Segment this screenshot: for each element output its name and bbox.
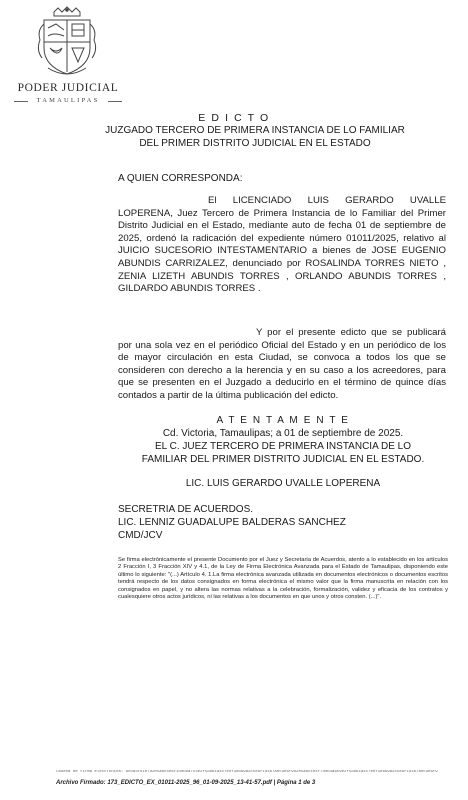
judge-name: LIC. LUIS GERARDO UVALLE LOPERENA	[185, 478, 381, 489]
secretary-name: LIC. LENNIZ GUADALUPE BALDERAS SANCHEZ	[118, 517, 346, 528]
atentamente: A T E N T A M E N T E	[216, 415, 350, 426]
paragraph-radicacion: El LICENCIADO LUIS GERARDO UVALLE LOPERENA, Juez Tercero de Primera Instancia de lo Familiar del Primer Distrito Judicial en el Estado, mediante auto de fecha 01 de septiembre de 2025, ordenó la radicación del expediente número 01011/2025, relativo al JUICIO SUCESORIO INTESTAMENTARIO a bienes de JOSE EUGENIO ABUNDIS CARRIZALEZ, denunciado por ROSALINDA TORRES NIETO , ZENIA LIZETH ABUNDIS TORRES , ORLANDO ABUNDIS TORRES , GILDARDO ABUNDIS TORRES .	[118, 195, 446, 295]
brand-name: PODER JUDICIAL	[17, 82, 119, 94]
secretary-title: SECRETRIA DE ACUERDOS.	[118, 504, 254, 515]
judge-title-line2: FAMILIAR DEL PRIMER DISTRITO JUDICIAL EN EL ESTADO.	[141, 454, 425, 465]
electronic-signature-note: Se firma electrónicamente el presente Documento por el Juez y Secretaria de Acuerdos, atento a lo establecido en los artículos 2 Fracción I, 3 Fracción XIV y 4.1, de la Ley de Firma Electrónica Avanzada para el Estado de Tamaulipas, disponiendo este último lo siguiente: "(...) Artículo 4. 1.La firma electrónica avanzada utilizada en documentos electrónicos o documentos escritos tendrá respecto de los datos consignados en forma electrónica el mismo valor que la firma manuscrita en relación con los consignados en papel, y no altera las normas relativas a la celebración, formalización, validez y eficacia de los contratos y cualesquiere otros actos jurídicos, ni las relativas a los documentos en que unos y otros consten. (...)".	[118, 557, 448, 601]
judge-title-line1: EL C. JUEZ TERCERO DE PRIMERA INSTANCIA DE LO	[155, 441, 411, 452]
brand-divider-right	[108, 101, 122, 102]
court-heading-line2: DEL PRIMER DISTRITO JUDICIAL EN EL ESTADO	[139, 138, 371, 149]
place-date: Cd. Victoria, Tamaulipas; a 01 de septiembre de 2025.	[162, 428, 404, 439]
court-heading-line1: JUZGADO TERCERO DE PRIMERA INSTANCIA DE LO FAMILIAR	[105, 125, 405, 136]
signature-chain: Cadena de firma electrónica: 8c0a3f91e7d2b5a6c4e8f1d0b9a7c3e2f5d8b1a4c7e0f3d6b9a2c5e8f1d4b7a0c3e6f9d2b5a8c1e4f7d0b3a6c9e2f5d8b1a4c7e0f3d6b9a2c5e8f1d4b7a0c3e6f9	[56, 770, 438, 774]
judge-title	[110, 440, 456, 466]
paragraph-convocatoria: Y por el presente edicto que se publicará por una sola vez en el periódico Oficial del Estado y en un periódico de los de mayor circulación en esta Ciudad, se convoca a todos los que se consideren con derecho a la herencia y en su caso a los acreedores, para que se presenten en el Juzgado a deducirlo en el término de quince días contados a partir de la última publicación del edicto.	[118, 327, 446, 401]
coat-of-arms-seal-icon	[34, 6, 100, 78]
document-title: E D I C T O	[198, 112, 270, 124]
signed-file-footer: Archivo Firmado: 173_EDICTO_EX_01011-2025_96_01-09-2025_13-41-57.pdf | Página 1 de 3	[56, 780, 316, 786]
brand-subtitle: TAMAULIPAS	[36, 97, 100, 104]
initials: CMD/JCV	[118, 530, 163, 541]
court-heading	[80, 124, 430, 150]
greeting: A QUIEN CORRESPONDA:	[118, 173, 243, 184]
